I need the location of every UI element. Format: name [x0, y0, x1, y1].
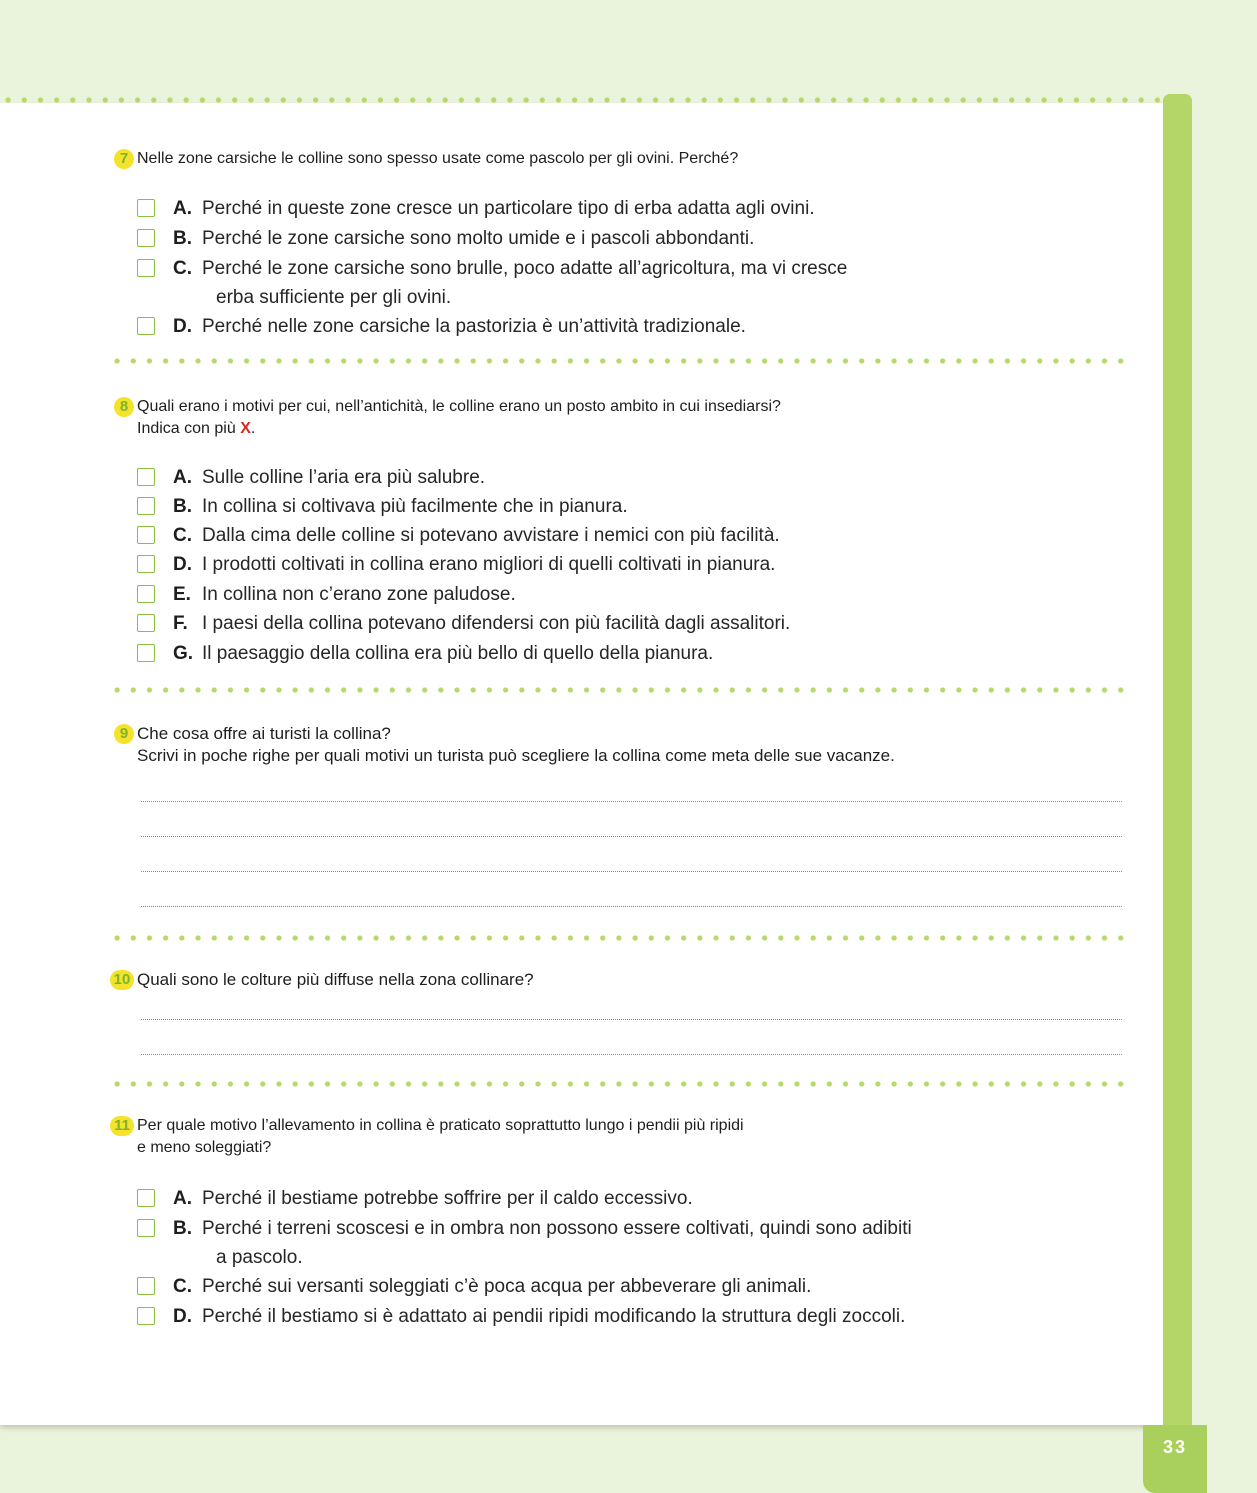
question-number-badge: 11: [110, 1116, 134, 1136]
checkbox[interactable]: [137, 526, 155, 544]
section-divider: [109, 687, 1131, 693]
checkbox[interactable]: [137, 614, 155, 632]
question-10-text: Quali sono le colture più diffuse nella zona collinare?: [137, 970, 534, 989]
page-number: 33: [1143, 1425, 1207, 1493]
question-9-text: Che cosa offre ai turisti la collina? Scrivi in poche righe per quali motivi un turista può scegliere la collina come meta delle sue vacanze.: [137, 724, 895, 765]
section-divider: [109, 1081, 1131, 1087]
question-number-badge: 7: [114, 149, 134, 169]
answer-line[interactable]: [141, 801, 1122, 802]
section-divider: [109, 358, 1131, 364]
checkbox[interactable]: [137, 1307, 155, 1325]
section-divider: [109, 935, 1131, 941]
checkbox[interactable]: [137, 1189, 155, 1207]
question-number-badge: 8: [114, 397, 134, 417]
checkbox[interactable]: [137, 585, 155, 603]
answer-line[interactable]: [141, 836, 1122, 837]
question-8-text: Quali erano i motivi per cui, nell’antichità, le colline erano un posto ambito in cui insediarsi? Indica con più X.: [137, 398, 781, 437]
question-7-text: Nelle zone carsiche le colline sono spesso usate come pascolo per gli ovini. Perché?: [137, 150, 739, 167]
checkbox[interactable]: [137, 229, 155, 247]
checkbox[interactable]: [137, 555, 155, 573]
side-bar: [1163, 94, 1192, 1434]
question-number-badge: 9: [114, 724, 134, 744]
answer-line[interactable]: [141, 1054, 1122, 1055]
answer-line[interactable]: [141, 871, 1122, 872]
checkbox[interactable]: [137, 468, 155, 486]
checkbox[interactable]: [137, 317, 155, 335]
answer-line[interactable]: [141, 1019, 1122, 1020]
answer-line[interactable]: [141, 906, 1122, 907]
checkbox[interactable]: [137, 259, 155, 277]
checkbox[interactable]: [137, 1219, 155, 1237]
question-number-badge: 10: [110, 970, 134, 990]
checkbox[interactable]: [137, 644, 155, 662]
question-11-text: Per quale motivo l’allevamento in collina è praticato soprattutto lungo i pendii più ripidi e meno soleggiati?: [137, 1117, 744, 1156]
checkbox[interactable]: [137, 199, 155, 217]
checkbox[interactable]: [137, 497, 155, 515]
checkbox[interactable]: [137, 1277, 155, 1295]
